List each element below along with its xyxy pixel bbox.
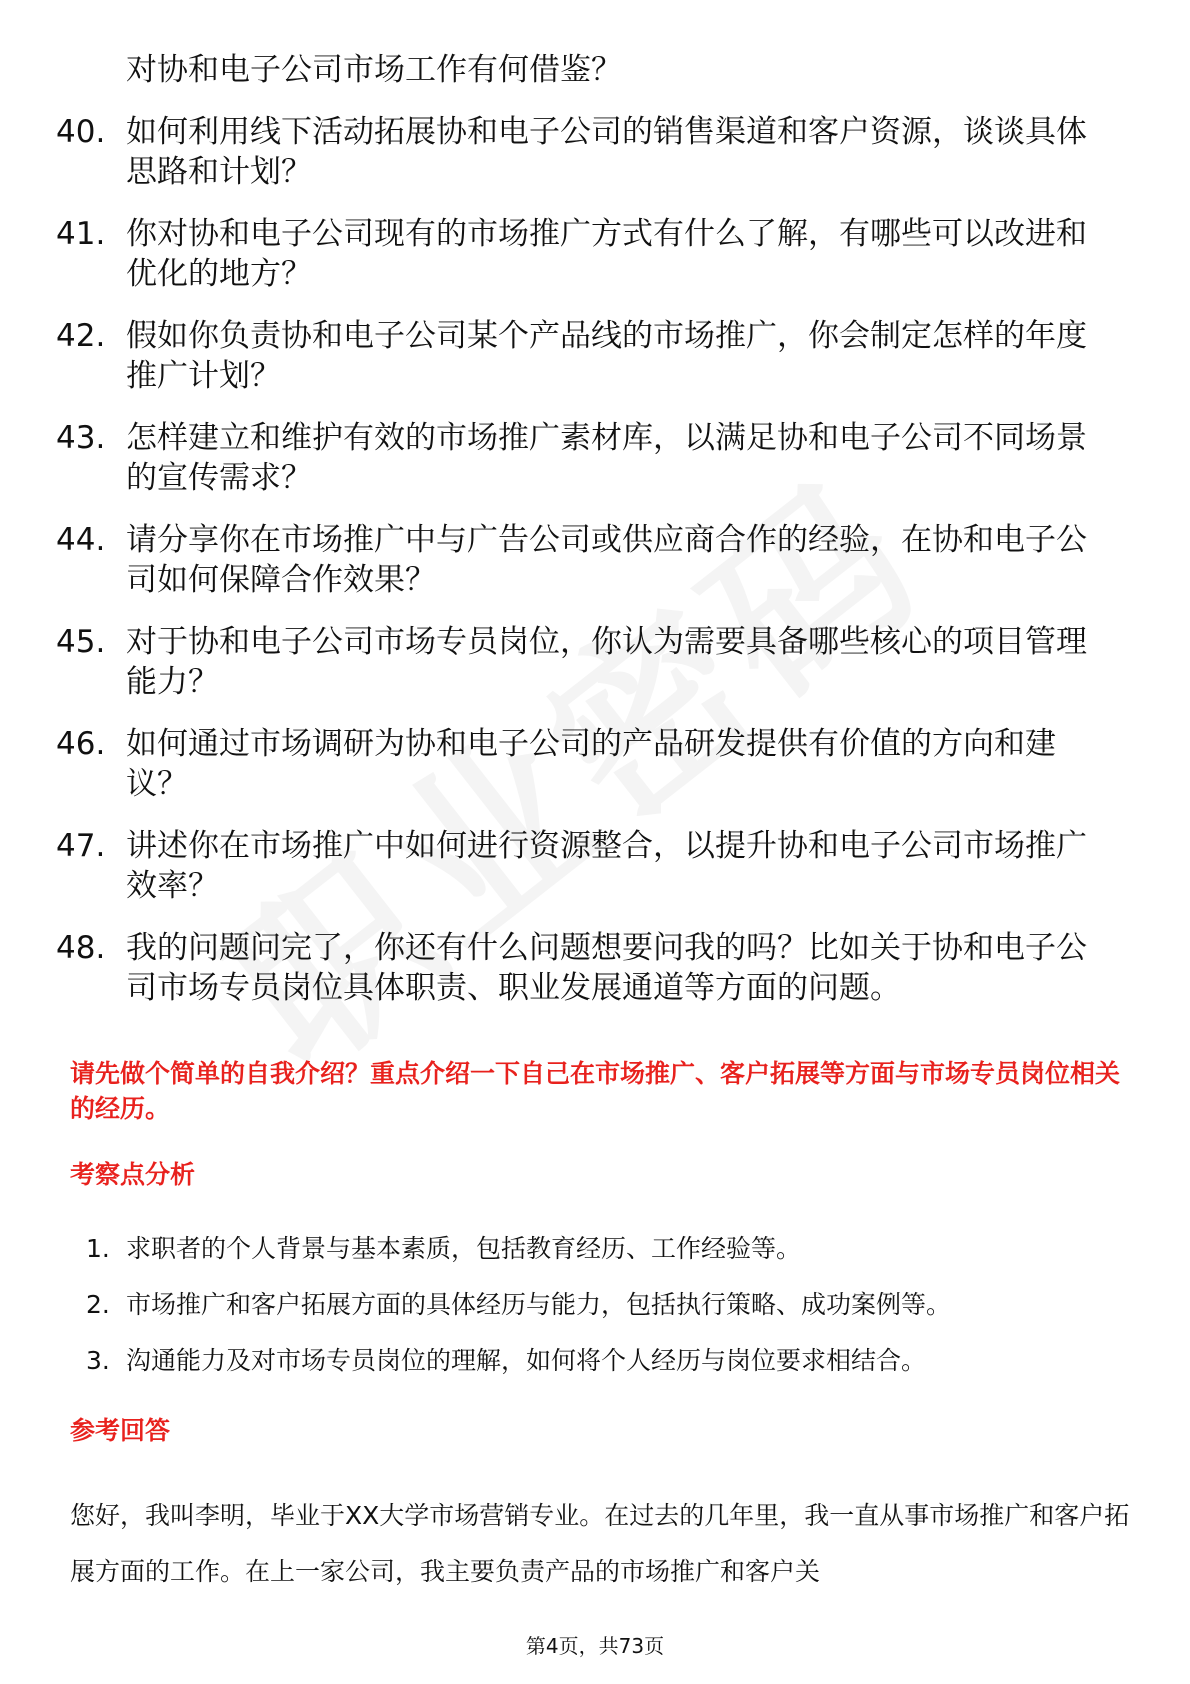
question-number: 46. — [56, 726, 106, 762]
question-item — [0, 826, 1190, 906]
question-continuation: 对协和电子公司市场工作有何借鉴？ — [126, 52, 622, 88]
page-footer: 第4页，共73页 — [525, 1634, 665, 1658]
analysis-item — [0, 1344, 1190, 1400]
question-number: 41. — [56, 216, 106, 252]
analysis-heading: 考察点分析 — [70, 1160, 196, 1189]
analysis-number: 3. — [86, 1346, 110, 1375]
question-item — [0, 418, 1190, 498]
question-text: 怎样建立和维护有效的市场推广素材库，以满足协和电子公司不同场景的宣传需求？ — [126, 420, 1087, 496]
question-number: 40. — [56, 114, 106, 150]
question-text: 如何通过市场调研为协和电子公司的产品研发提供有价值的方向和建议？ — [126, 726, 1056, 802]
question-number: 42. — [56, 318, 106, 354]
analysis-number: 2. — [86, 1290, 110, 1319]
question-item — [0, 928, 1190, 1008]
question-item — [0, 316, 1190, 396]
answer-heading: 参考回答 — [70, 1416, 171, 1445]
question-number: 47. — [56, 828, 106, 864]
answer-text: 您好，我叫李明，毕业于XX大学市场营销专业。在过去的几年里，我一直从事市场推广和客户拓展方面的工作。在上一家公司，我主要负责产品的市场推广和客户关 — [70, 1501, 1130, 1586]
question-item — [0, 112, 1190, 192]
analysis-number: 1. — [86, 1234, 110, 1263]
question-text: 请分享你在市场推广中与广告公司或供应商合作的经验，在协和电子公司如何保障合作效果？ — [126, 522, 1087, 598]
question-text: 对于协和电子公司市场专员岗位，你认为需要具备哪些核心的项目管理能力？ — [126, 624, 1087, 700]
question-text: 你对协和电子公司现有的市场推广方式有什么了解，有哪些可以改进和优化的地方？ — [126, 216, 1087, 292]
question-item — [0, 622, 1190, 702]
question-item — [0, 214, 1190, 294]
question-number: 44. — [56, 522, 106, 558]
question-number: 45. — [56, 624, 106, 660]
analysis-text: 求职者的个人背景与基本素质，包括教育经历、工作经验等。 — [126, 1234, 802, 1263]
analysis-text: 沟通能力及对市场专员岗位的理解，如何将个人经历与岗位要求相结合。 — [126, 1346, 927, 1375]
question-number: 48. — [56, 930, 106, 966]
question-list — [0, 112, 1190, 1030]
question-item — [0, 724, 1190, 804]
question-item — [0, 520, 1190, 600]
intro-question-heading: 请先做个简单的自我介绍？重点介绍一下自己在市场推广、客户拓展等方面与市场专员岗位相关的经历。 — [70, 1059, 1121, 1123]
analysis-text: 市场推广和客户拓展方面的具体经历与能力，包括执行策略、成功案例等。 — [126, 1290, 952, 1319]
question-text: 讲述你在市场推广中如何进行资源整合，以提升协和电子公司市场推广效率？ — [126, 828, 1087, 904]
analysis-item — [0, 1288, 1190, 1344]
analysis-list — [0, 1232, 1190, 1400]
analysis-item — [0, 1232, 1190, 1288]
question-text: 如何利用线下活动拓展协和电子公司的销售渠道和客户资源，谈谈具体思路和计划？ — [126, 114, 1087, 190]
question-text: 假如你负责协和电子公司某个产品线的市场推广，你会制定怎样的年度推广计划？ — [126, 318, 1087, 394]
question-text: 我的问题问完了，你还有什么问题想要问我的吗？比如关于协和电子公司市场专员岗位具体职责、职业发展通道等方面的问题。 — [126, 930, 1087, 1006]
question-number: 43. — [56, 420, 106, 456]
